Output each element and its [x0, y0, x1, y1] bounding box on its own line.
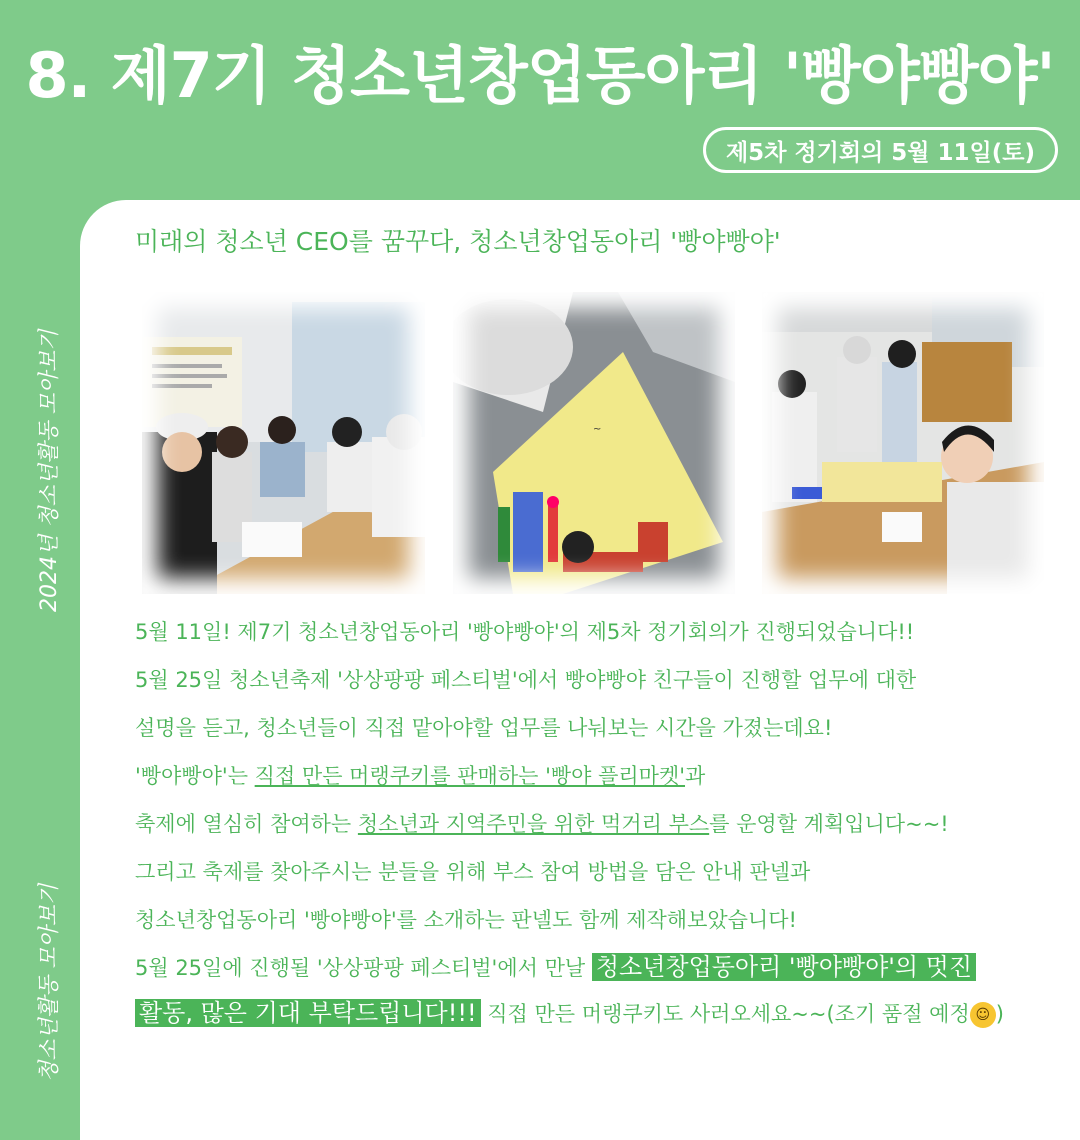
- body-line-1: 5월 11일! 제7기 청소년창업동아리 '빵야빵야'의 제5차 정기회의가 진행되었습니다!!: [135, 620, 915, 644]
- body-text: ): [995, 1002, 1004, 1026]
- body-text: '빵야빵야'는: [135, 764, 255, 788]
- body-text: 를 운영할 계획입니다~~!: [709, 812, 949, 836]
- body-line-4: [135, 752, 1065, 800]
- side-label-repeat: 청소년활동 모아보기: [37, 883, 62, 1082]
- highlighted-phrase-2: 활동, 많은 기대 부탁드립니다!!!: [135, 999, 481, 1027]
- photo-group-activity: [762, 292, 1044, 594]
- meeting-date-badge: 제5차 정기회의 5월 11일(토): [703, 127, 1058, 173]
- body-line-9: [135, 990, 1065, 1036]
- body-line-5: [135, 800, 1065, 848]
- body-line-6: 그리고 축제를 찾아주시는 분들을 위해 부스 참여 방법을 담은 안내 판넬과: [135, 860, 811, 884]
- photo-poster-drawing: [453, 292, 735, 594]
- body-text: 과: [685, 764, 706, 788]
- page-title: 8. 제7기 청소년창업동아리 '빵야빵야': [25, 39, 1055, 112]
- side-label: 2024년 청소년활동 모아보기: [37, 329, 62, 612]
- svg-text:~: ~: [593, 424, 602, 435]
- body-line-8: [135, 944, 1065, 990]
- body-line-3: 설명을 듣고, 청소년들이 직접 맡아야할 업무를 나눠보는 시간을 가졌는데요!: [135, 716, 833, 740]
- laughing-emoji-icon: ☺: [970, 1002, 996, 1028]
- photo-meeting-room: [142, 292, 425, 594]
- underlined-phrase-flea-market: 직접 만든 머랭쿠키를 판매하는 '빵야 플리마켓': [254, 764, 686, 788]
- body-text: 축제에 열심히 참여하는: [135, 812, 358, 836]
- body-line-2: 5월 25일 청소년축제 '상상팡팡 페스티벌'에서 빵야빵야 친구들이 진행할 업무에 대한: [135, 668, 917, 692]
- body-text: 5월 25일에 진행될 '상상팡팡 페스티벌'에서 만날: [135, 956, 592, 980]
- body-text: 직접 만든 머랭쿠키도 사러오세요~~(조기 품절 예정: [480, 1002, 970, 1026]
- underlined-phrase-food-booth: 청소년과 지역주민을 위한 먹거리 부스: [357, 812, 710, 836]
- body-line-7: 청소년창업동아리 '빵야빵야'를 소개하는 판넬도 함께 제작해보았습니다!: [135, 908, 797, 932]
- highlighted-phrase: 청소년창업동아리 '빵야빵야'의 멋진: [592, 953, 976, 981]
- article-body: [135, 608, 1065, 1036]
- section-subtitle: 미래의 청소년 CEO를 꿈꾸다, 청소년창업동아리 '빵야빵야': [135, 227, 781, 256]
